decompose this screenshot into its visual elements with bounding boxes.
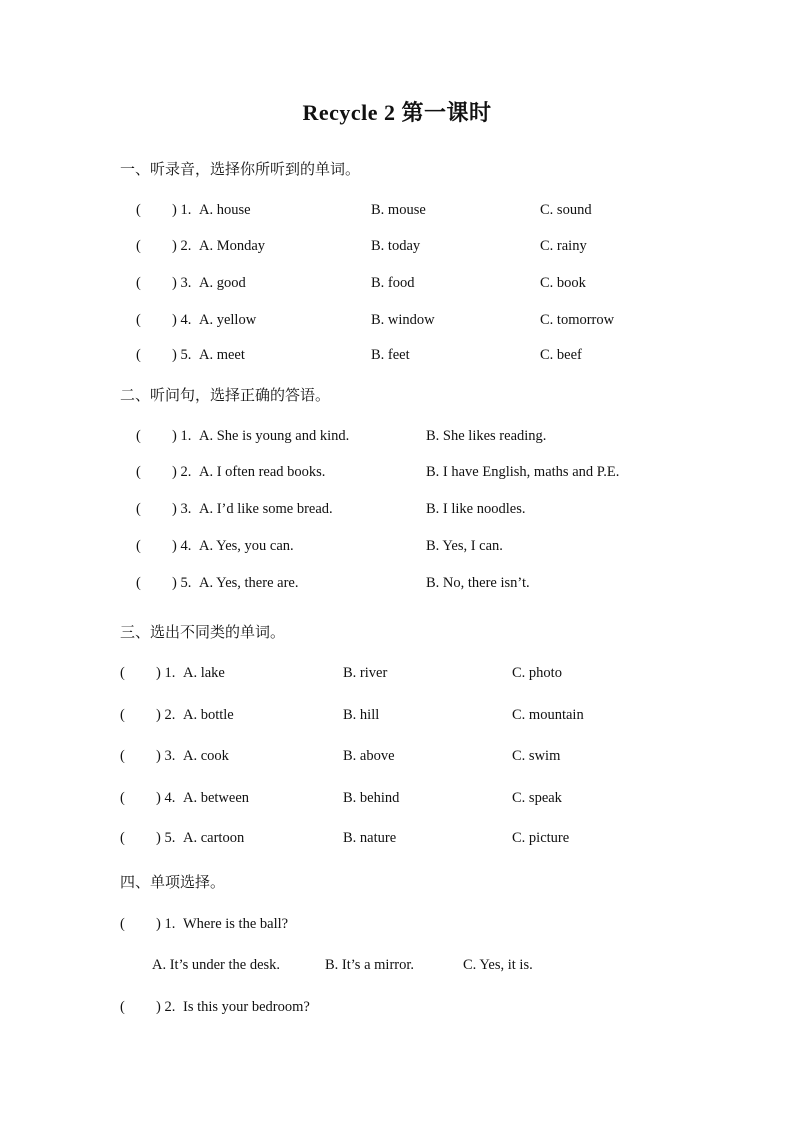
section-4-item-1 (120, 913, 680, 935)
answer-blank-open[interactable]: ( (136, 202, 141, 218)
option-a: A. good (199, 275, 246, 291)
section-2-item-2 (136, 461, 696, 483)
section-1-heading: 一、听录音，选择你所听到的单词。 (120, 160, 361, 178)
section-3-item-2 (120, 704, 680, 726)
answer-blank-open[interactable]: ( (120, 665, 125, 681)
item-number: ) 1. (156, 665, 176, 681)
option-b: B. It’s a mirror. (325, 957, 415, 973)
section-3-item-3 (120, 745, 680, 767)
option-c: C. photo (512, 665, 562, 681)
answer-blank-open[interactable]: ( (136, 575, 141, 591)
answer-blank-open[interactable]: ( (120, 790, 125, 806)
answer-blank-open[interactable]: ( (136, 464, 141, 480)
item-number: ) 3. (172, 275, 192, 291)
answer-blank-open[interactable]: ( (120, 830, 125, 846)
section-2-item-4 (136, 535, 696, 557)
option-c: C. mountain (512, 707, 584, 723)
section-2-item-1 (136, 425, 696, 447)
option-c: C. beef (540, 347, 582, 363)
option-b: B. She likes reading. (426, 428, 547, 444)
section-4-heading: 四、单项选择。 (120, 873, 226, 891)
item-number: ) 3. (172, 501, 192, 517)
option-a: A. cartoon (183, 830, 245, 846)
option-c: C. Yes, it is. (463, 957, 533, 973)
option-c: C. swim (512, 748, 561, 764)
option-a: A. between (183, 790, 250, 806)
option-c: C. tomorrow (540, 312, 615, 328)
option-c: C. book (540, 275, 586, 291)
item-number: ) 4. (172, 312, 192, 328)
section-2-item-3 (136, 498, 696, 520)
item-number: ) 1. (172, 428, 192, 444)
option-c: C. picture (512, 830, 570, 846)
option-b: B. mouse (371, 202, 426, 218)
answer-blank-open[interactable]: ( (120, 916, 125, 932)
section-4-item-2 (120, 996, 680, 1018)
option-c: C. sound (540, 202, 592, 218)
answer-blank-open[interactable]: ( (120, 748, 125, 764)
answer-blank-open[interactable]: ( (136, 275, 141, 291)
answer-blank-open[interactable]: ( (136, 312, 141, 328)
section-3-item-5 (120, 827, 680, 849)
option-b: B. behind (343, 790, 400, 806)
option-a: A. yellow (199, 312, 257, 328)
option-a: A. Monday (199, 238, 266, 254)
item-number: ) 2. (172, 464, 192, 480)
section-3-heading: 三、选出不同类的单词。 (120, 623, 286, 641)
section-4-item-1-options (152, 954, 652, 976)
option-b: B. I like noodles. (426, 501, 526, 517)
item-number: ) 2. (172, 238, 192, 254)
option-b: B. Yes, I can. (426, 538, 503, 554)
answer-blank-open[interactable]: ( (136, 538, 141, 554)
question-text: Where is the ball? (183, 916, 289, 932)
section-3-item-4 (120, 787, 680, 809)
option-b: B. window (371, 312, 435, 328)
section-1-item-4 (136, 309, 696, 331)
option-b: B. feet (371, 347, 410, 363)
option-b: B. above (343, 748, 395, 764)
item-number: ) 1. (172, 202, 192, 218)
option-a: A. cook (183, 748, 229, 764)
option-b: B. nature (343, 830, 397, 846)
option-c: C. speak (512, 790, 562, 806)
answer-blank-open[interactable]: ( (136, 428, 141, 444)
option-b: B. today (371, 238, 421, 254)
item-number: ) 5. (172, 575, 192, 591)
section-2-item-5 (136, 572, 696, 594)
option-b: B. I have English, maths and P.E. (426, 464, 620, 480)
option-a: A. house (199, 202, 251, 218)
item-number: ) 4. (156, 790, 176, 806)
option-a: A. bottle (183, 707, 234, 723)
item-number: ) 1. (156, 916, 176, 932)
option-c: C. rainy (540, 238, 587, 254)
option-b: B. food (371, 275, 415, 291)
option-a: A. She is young and kind. (199, 428, 350, 444)
option-a: A. It’s under the desk. (152, 957, 281, 973)
answer-blank-open[interactable]: ( (136, 501, 141, 517)
item-number: ) 4. (172, 538, 192, 554)
section-1-item-5 (136, 344, 696, 366)
option-a: A. Yes, you can. (199, 538, 294, 554)
section-1-item-2 (136, 235, 696, 257)
item-number: ) 5. (172, 347, 192, 363)
option-b: B. No, there isn’t. (426, 575, 530, 591)
answer-blank-open[interactable]: ( (120, 707, 125, 723)
item-number: ) 5. (156, 830, 176, 846)
answer-blank-open[interactable]: ( (136, 347, 141, 363)
section-1-item-1 (136, 199, 696, 221)
question-text: Is this your bedroom? (183, 999, 310, 1015)
option-a: A. meet (199, 347, 245, 363)
option-a: A. I’d like some bread. (199, 501, 333, 517)
option-b: B. river (343, 665, 388, 681)
option-a: A. I often read books. (199, 464, 326, 480)
section-1-item-3 (136, 272, 696, 294)
option-b: B. hill (343, 707, 380, 723)
item-number: ) 3. (156, 748, 176, 764)
item-number: ) 2. (156, 999, 176, 1015)
answer-blank-open[interactable]: ( (120, 999, 125, 1015)
option-a: A. Yes, there are. (199, 575, 299, 591)
answer-blank-open[interactable]: ( (136, 238, 141, 254)
section-2-heading: 二、听问句，选择正确的答语。 (120, 386, 331, 404)
section-3-item-1 (120, 662, 680, 684)
option-a: A. lake (183, 665, 225, 681)
item-number: ) 2. (156, 707, 176, 723)
page-title: Recycle 2 第一课时 (302, 100, 492, 125)
